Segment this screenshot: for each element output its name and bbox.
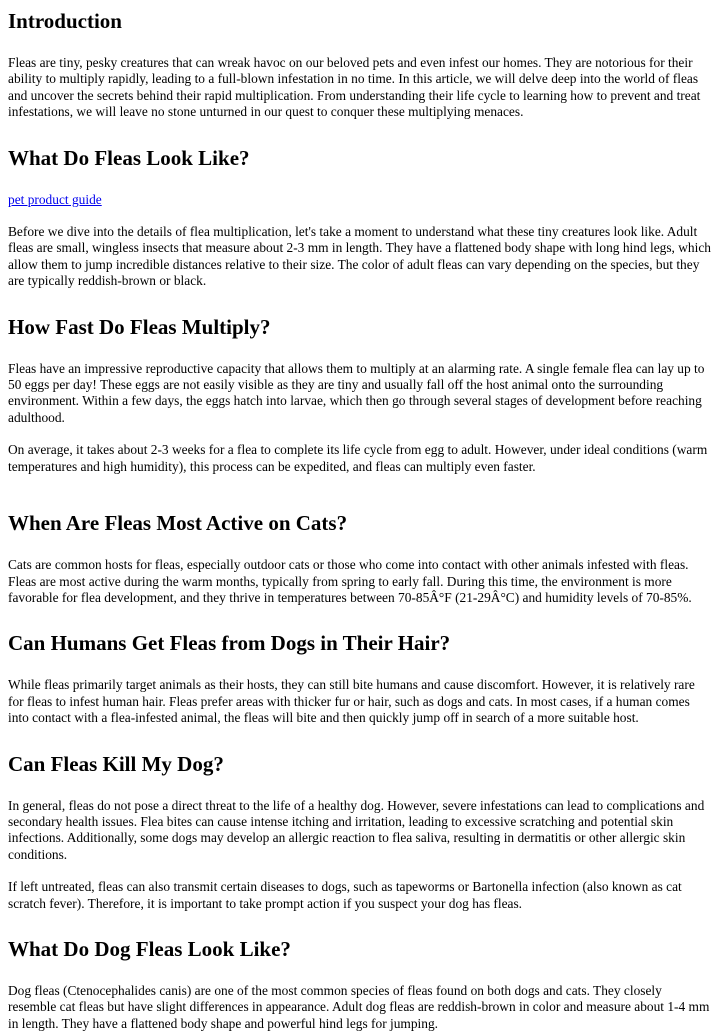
section-heading-what-do-fleas-look-like: What Do Fleas Look Like? — [8, 145, 250, 170]
paragraph: Cats are common hosts for fleas, especially outdoor cats or those who come into contact with other animals infested with fleas. Fleas are most active during the warm months, typically from spring to early fall. During this time, the environment is more favorable for flea development, and they thrive in temperatures between 70-85Â°F (21-29Â°C) and humidity levels of 70-85%. — [8, 557, 692, 605]
paragraph: Fleas are tiny, pesky creatures that can wreak havoc on our beloved pets and even infest our homes. They are notorious for their ability to multiply rapidly, leading to a full-blown infestation in no time. In this article, we will delve deep into the world of fleas and uncover the secrets behind their rapid multiplication. From understanding their life cycle to learning how to prevent and treat infestations, we will leave no stone unturned in our quest to conquer these multiplying menaces. — [8, 55, 701, 120]
paragraph: If left untreated, fleas can also transmit certain diseases to dogs, such as tapeworms or Bartonella infection (also known as cat scratch fever). Therefore, it is important to take prompt action if you suspect your dog has fleas. — [8, 879, 682, 911]
section-heading-can-humans-get-fleas: Can Humans Get Fleas from Dogs in Their Hair? — [8, 631, 451, 656]
paragraph: Before we dive into the details of flea multiplication, let's take a moment to understand what these tiny creatures look like. Adult fleas are small, wingless insects that measure about 2-3 mm in length. They have a flattened body shape with long hind legs, which allow them to jump incredible distances relative to their size. The color of adult fleas can vary depending on the species, but they are typically reddish-brown or black. — [8, 224, 711, 289]
paragraph: On average, it takes about 2-3 weeks for a flea to complete its life cycle from egg to adult. However, under ideal conditions (warm temperatures and high humidity), this process can be expedited, and fleas can multiply even faster. — [8, 442, 708, 474]
section-heading-when-are-fleas-most-active: When Are Fleas Most Active on Cats? — [8, 511, 348, 536]
paragraph: While fleas primarily target animals as their hosts, they can still bite humans and cause discomfort. However, it is relatively rare for fleas to infest human hair. Fleas prefer areas with thicker fur or hair, such as dogs and cats. In most cases, if a human comes into contact with a flea-infested animal, the fleas will bite and then quickly jump off in search of a more suitable host. — [8, 677, 695, 726]
section-heading-can-fleas-kill-my-dog: Can Fleas Kill My Dog? — [8, 751, 224, 776]
pet-product-guide-link[interactable]: pet product guide — [8, 191, 102, 207]
section-heading-introduction: Introduction — [8, 9, 122, 33]
section-heading-what-do-dog-fleas-look-like: What Do Dog Fleas Look Like? — [8, 936, 291, 961]
paragraph: Dog fleas (Ctenocephalides canis) are one of the most common species of fleas found on both dogs and cats. They closely resemble cat fleas but have slight differences in appearance. Adult dog fleas are reddish-brown in color and measure about 1-4 mm in length. They have a flattened body shape and powerful hind legs for jumping. — [8, 982, 710, 1031]
link-paragraph — [8, 192, 712, 208]
paragraph: Fleas have an impressive reproductive capacity that allows them to multiply at an alarming rate. A single female flea can lay up to 50 eggs per day! These eggs are not easily visible as they are tiny and usually fall off the host animal onto the surrounding environment. Within a few days, the eggs hatch into larvae, which then go through several stages of development before reaching adulthood. — [8, 360, 705, 425]
section-heading-how-fast-do-fleas-multiply: How Fast Do Fleas Multiply? — [8, 314, 271, 339]
paragraph: In general, fleas do not pose a direct threat to the life of a healthy dog. However, severe infestations can lead to complications and secondary health issues. Flea bites can cause intense itching and irritation, leading to excessive scratching and potential skin infections. Additionally, some dogs may develop an allergic reaction to flea saliva, resulting in dermatitis or other allergic skin conditions. — [8, 797, 705, 862]
